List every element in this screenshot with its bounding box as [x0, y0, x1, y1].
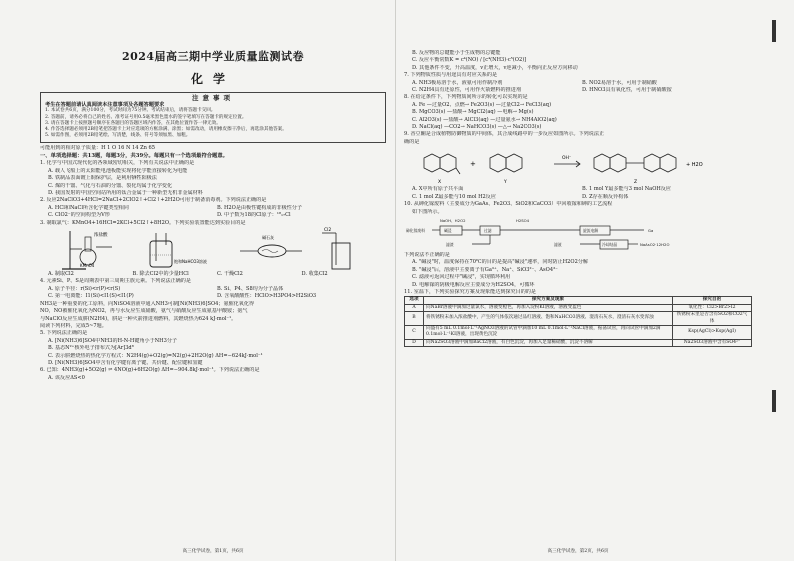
question-8-option-b: B. MgCO3(s) —盐酸→ MgCl2(aq) —电解→ Mg(s)	[412, 109, 534, 116]
question-10-option-a: A. "碱浸"时，温度保持在70℃的目的是提高"碱浸"速率，同时防止H2O2分解	[412, 259, 589, 266]
table-cell-goal: 氧化性：Cl2>Br2>I2	[673, 304, 752, 311]
page-footer: 高三化学试卷，第1页，共6页	[182, 549, 244, 554]
table-cell-goal: 铁锈粉末里是否含有SO2和CO2气体	[673, 312, 752, 326]
flow-label-ga: Ga	[648, 227, 654, 233]
question-9-stem: 9. 香豆酮是合成植物防御物质的中间体，其合成线路中的一步反应如图所示。下列说法正	[404, 131, 605, 138]
molecule-x-ring2	[440, 154, 456, 172]
table-cell-option: C	[405, 325, 424, 339]
apparatus-b	[150, 233, 207, 267]
flow-label-product: NaAsO2·12H2O	[640, 241, 670, 247]
question-3-option-d: D. 收集Cl2	[301, 271, 328, 278]
question-5-option-d: D. [Ni(NH3)6]SO4中含有化学键有离子键、共价键、配位键和氢键	[48, 359, 203, 366]
question-4-option-c: C. 第一电离能：I1(Si)<I1(S)<I1(P)	[48, 293, 134, 300]
page-2	[404, 2, 752, 554]
question-8-option-c: C. Al2O3(s) —盐酸→ AlCl3(aq) —过量氨水→ NH4AlO2(aq)	[412, 116, 557, 123]
table-header: 探究目的	[673, 297, 752, 304]
reading-passage: NO，NO被催化氧化为NO2，再与水反应生成硝酸，氨气与硝酸反应生成氨基甲酸铵；氨气	[40, 308, 248, 315]
question-4-option-a: A. 原子半径：r(Si)<r(P)<r(S)	[48, 285, 121, 292]
question-8-option-d: D. NaCl(aq) —CO2→ NaHCO3(s) —△→ Na2CO3(s)	[412, 124, 542, 131]
question-5-stem: 5. 下列说法正确的是	[40, 330, 88, 337]
question-9-option-d: D. Z存在顺反异构体	[582, 193, 629, 200]
table-cell-plan: 向盛有5 mL 0.1mol·L⁻¹AgNO3溶液的试管中滴加10 mL 0.1mol·L⁻¹NaCl溶液，振荡试管，再向试管中滴加2滴0.1mol·L⁻¹KI溶液，出现黄色沉淀	[424, 325, 673, 339]
question-6-option-a: A. 该反应ΔS<0	[48, 374, 85, 381]
question-3-option-b: B. 除去Cl2中的少量HCl	[132, 271, 189, 278]
question-2-stem: 2. 反应2NaClO3+4HCl=2NaCl+2ClO2↑+Cl2↑+2H2O可用于制备消毒剂。下列说法正确的是	[40, 197, 267, 204]
question-8-stem: 8. 在给定条件下，下列物质间所示的转化可以实现的是	[404, 94, 528, 101]
question-2-option-b: B. H2O是由极性键构成的非极性分子	[217, 204, 303, 211]
question-4-option-d: D. 含氧酸酸性：HClO>H3PO4>H2SiO3	[217, 293, 317, 300]
molecule-y-ring2	[506, 154, 522, 172]
question-10-option-c: C. 滤液可返回过程中"碱浸"，实现循环利用	[412, 274, 511, 281]
question-7-option-d: D. HNO3具有氧化性，可用于制硝酸铵	[582, 87, 672, 94]
table-header: 选项	[405, 297, 424, 304]
label-nahco3: 饱和NaHCO3溶液	[174, 259, 207, 265]
flow-label-filtrate: 滤液	[554, 241, 562, 247]
notice-item: 5. 如需作图，必须用2B铅笔绘、写清楚，线条、符号等须加黑、加粗。	[45, 133, 191, 139]
question-5-option-a: A. [Ni(NH3)6]SO4中NH3的H-N-H键角小于NH3分子	[48, 337, 178, 344]
label-conc-hcl: 浓盐酸	[94, 233, 108, 239]
label-water: + H2O	[686, 162, 703, 169]
table-row	[405, 339, 752, 346]
question-9-option-a: A. X中所有原子共平面	[412, 186, 464, 193]
reading-passage: 阅读下列材料，完成5~7题。	[40, 322, 107, 329]
question-7-option-b: B. NO2易溶于水，可用于制硝酸	[582, 79, 657, 86]
question-8-option-a: A. Fe —过量O2、点燃→ Fe2O3(s) —过量Cl2→ FeCl3(aq)	[412, 101, 552, 108]
notice-box	[40, 92, 386, 143]
molecule-x-ring	[424, 154, 440, 172]
flow-label-crystallize: 冷却结晶	[602, 241, 618, 247]
question-1-stem: 1. 化学与中国式现代化的各领域密切相关，下列有关说法中正确的是	[40, 160, 195, 167]
question-10-option-b: B. "碱浸"后，溶液中主要离子有Ga³⁺、Na⁺、SiO3²⁻、AsO4³⁻	[412, 266, 558, 273]
question-7-option-a: A. NH3极易溶于水，液氨可用作制冷剂	[412, 79, 503, 86]
question-10-stem-cont: 如下图所示。	[412, 208, 443, 215]
table-cell-plan: 向Na2SO3溶液中滴加BaCl2溶液，有白色沉淀，再加入足量稀硝酸，沉淀不溶解	[424, 339, 673, 346]
page-1	[40, 2, 386, 554]
molecule-y-ring	[490, 154, 506, 172]
question-3-option-a: A. 制取Cl2	[48, 271, 74, 278]
question-9-option-b: B. 1 mol Y最多能与3 mol NaOH反应	[582, 186, 672, 193]
flow-label-filter: 过滤	[484, 227, 492, 233]
question-1-option-d: D. 我国发射的中国空间站所用的钛合金属于一种新型无机非金属材料	[48, 190, 203, 197]
question-2-option-d: D. 中子数为18的Cl原子：¹⁸₁₇Cl	[217, 212, 291, 219]
label-cl2: Cl2	[324, 228, 332, 234]
question-2-option-a: A. HCl和NaCl所含化学键类型相同	[48, 204, 129, 211]
table-row	[405, 312, 752, 326]
exam-title: 2024届高三期中学业质量监测试卷	[121, 50, 305, 63]
question-5-option-b: B. 基态N²⁺核外电子排布式为[Ar]3d⁸	[48, 345, 134, 352]
question-5-option-c: C. 表示肼燃烧热的热化学方程式：N2H4(g)+O2(g)=N2(g)+2H2O(g) ΔH=−624kJ·mol⁻¹	[48, 352, 263, 359]
table-row	[405, 304, 752, 311]
flow-label-acid: H2SO4	[516, 217, 530, 223]
notice-item: 2. 答题前，请务必将自己的姓名、准考证号用0.5毫米黑色墨水的签字笔填写在答题卡的规定位置。	[45, 114, 247, 120]
notice-item: 1. 本试卷共6页，满分100分，考试时间为75分钟。考试结束后，请将答题卡交回。	[45, 108, 216, 114]
table-cell-option: D	[405, 339, 424, 346]
question-6-option-d: D. 其他条件不变，升高温度，v正增大，v逆减小，平衡向正反应方向移动	[412, 64, 578, 71]
svg-text:+: +	[470, 160, 476, 169]
question-1-option-a: A. 载人飞船上的太阳能电池板能实现将化学能直接转化为电能	[48, 167, 188, 174]
table-cell-goal: Ksp(AgCl)>Ksp(AgI)	[673, 325, 752, 339]
apparatus-a	[62, 231, 112, 269]
question-4-stem: 4. 元素Si、P、S是周期表中第三周期主族元素。下列说法正确的是	[40, 278, 191, 285]
question-7-stem: 7. 下列物质性质与用途具有对应关系的是	[404, 72, 498, 79]
question-3-stem: 3. 制取氯气：KMnO4+16HCl=2KCl+5Cl2↑+8H2O。下列实验装置能达到实验目的是	[40, 219, 246, 226]
question-10-prompt: 下列说法不正确的是	[404, 251, 450, 258]
label-kmno4: KMnO4	[80, 263, 95, 269]
question-2-option-c: C. ClO2⁻的空间构型为V形	[48, 212, 110, 219]
flow-label-feed: 砷化镓废料	[406, 227, 425, 233]
flow-label-reagent: NaOH、H2O2	[440, 217, 466, 223]
staple-bottom	[772, 390, 776, 412]
question-1-option-c: C. 煤的干馏、气化与石油的分馏、裂化均属于化学变化	[48, 182, 173, 189]
question-6-option-b: B. 反应物的总键能小于生成物的总键能	[412, 50, 501, 56]
experiment-table	[404, 296, 752, 347]
staple-top	[772, 20, 776, 42]
table-cell-plan: 将铁锈粉末加入浓盐酸中，产生的气体依次通过品红溶液、饱和NaHCO3溶液、澄清石灰水，澄清石灰水变浑浊	[424, 312, 673, 326]
question-4-option-b: B. Si、P4、S8均为分子晶体	[217, 285, 284, 292]
question-7-option-c: C. N2H4具有还原性，可用作火箭燃料的推进剂	[412, 87, 521, 94]
flow-label-electrolysis: 旋流电解	[583, 227, 599, 233]
label-oh: OH⁻	[562, 156, 572, 162]
question-9-option-c: C. 1 mol Z最多能与10 mol H2反应	[412, 193, 496, 200]
reaction-scheme	[404, 146, 752, 186]
label-z: Z	[634, 180, 638, 186]
table-header: 探究方案及现象	[424, 297, 673, 304]
table-cell-option: B	[405, 312, 424, 326]
page-fold	[395, 0, 396, 561]
question-6-option-c: C. 反应平衡常数K = c⁴(NO) / [c⁴(NH3)·c⁵(O2)]	[412, 57, 527, 64]
exam-subject: 化学	[190, 72, 235, 86]
question-6-stem: 6. 已知：4NH3(g)+5O2(g) ⇌ 4NO(g)+6H2O(g) ΔH=−904.8kJ·mol⁻¹。下列说法正确的是	[40, 367, 260, 374]
table-cell-goal: Na2SO3溶液中含有SO4²⁻	[673, 339, 752, 346]
notice-bold-line: 考生在答题前请认真阅读本注意事项及各题答题要求	[45, 102, 165, 109]
section-heading: 一、单项选择题：共13题，每题3分，共39分。每题只有一个选项最符合题意。	[40, 152, 228, 159]
table-row	[405, 325, 752, 339]
question-3-option-c: C. 干燥Cl2	[217, 271, 243, 278]
question-1-option-b: B. 铁制品表面镀上铜保护层，是利用牺牲阳极法	[48, 175, 157, 182]
question-11-stem: 11. 室温下，下列实验探究方案及现象能达到探究目的的是	[404, 288, 536, 295]
atomic-masses: 可能用到的相对原子质量：H 1 O 16 N 14 Zn 65	[40, 145, 156, 152]
question-10-option-d: D. 电解镓的阴极电解反应主要成分为H2SO4，可循环	[412, 281, 535, 288]
label-soda-lime: 碱石灰	[262, 235, 274, 241]
molecule-z-ring	[594, 154, 610, 172]
label-y: Y	[504, 180, 507, 186]
question-10-stem: 10. 从砷化镓废料（主要成分为GaAs、Fe2O3、SiO2和CaCO3）中回收镓和砷的工艺流程	[404, 201, 613, 208]
question-9-stem-cont: 确的是	[404, 138, 420, 145]
process-flowchart	[404, 216, 752, 252]
label-x: X	[438, 180, 442, 186]
apparatus-c	[240, 234, 302, 257]
notice-title: 注意事项	[192, 94, 234, 102]
notice-item: 4. 作答选择题必须用2B铅笔把答题卡上对应选项的方框涂满、涂黑；如需改动，请用橡皮擦干净后，再选涂其他答案。	[45, 127, 287, 133]
flow-label-leach: 碱浸	[444, 227, 452, 233]
flow-label-residue: 滤渣	[446, 241, 454, 247]
table-cell-option: A	[405, 304, 424, 311]
reading-passage: NH3是一种重要的化工原料，向NiSO4溶液中通入NH3可制[Ni(NH3)6]SO4；氨催化氧化得	[40, 300, 255, 307]
apparatus-figure	[40, 227, 386, 271]
page-footer: 高三化学试卷，第2页，共6页	[547, 549, 609, 554]
reading-passage: 与NaClO反应生成肼(N2H4)，肼是一种火箭推进剂燃料，其燃烧热为624 kJ·mol⁻¹。	[40, 315, 237, 322]
apparatus-d	[322, 227, 350, 269]
notice-item: 3. 请在答题卡上按照题号顺序在各题目的答题区域内作答，在其他位置作答一律无效。	[45, 120, 221, 126]
table-header-row	[405, 297, 752, 304]
table-cell-plan: 向NaBr溶液中滴加过量氯水，溶液变橙色，再加入淀粉KI溶液，溶液变蓝色	[424, 304, 673, 311]
